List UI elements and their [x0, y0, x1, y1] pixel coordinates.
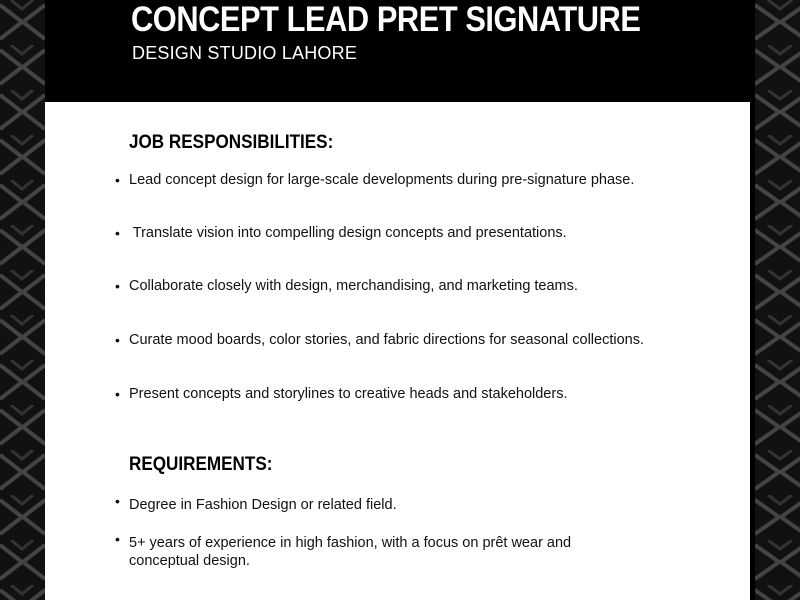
bullet: •: [115, 386, 120, 402]
list-item: [115, 493, 675, 514]
bullet: •: [115, 332, 120, 348]
job-title: CONCEPT LEAD PRET SIGNATURE: [131, 0, 641, 39]
requirement-text: Degree in Fashion Design or related field.: [129, 497, 397, 513]
header: [45, 0, 750, 102]
decorative-pattern-left: [0, 0, 45, 600]
bullet: •: [115, 531, 120, 547]
responsibility-text: Curate mood boards, color stories, and fabric directions for seasonal collections.: [129, 332, 645, 348]
list-item: [115, 331, 675, 349]
bullet: •: [115, 172, 120, 188]
requirement-text: 5+ years of experience in high fashion, with a focus on prêt wear and conceptual design.: [129, 535, 572, 569]
company-subtitle: DESIGN STUDIO LAHORE: [132, 43, 358, 63]
list-item: [115, 385, 675, 403]
responsibility-text: Present concepts and storylines to creative heads and stakeholders.: [129, 386, 568, 402]
requirements-heading: REQUIREMENTS:: [129, 454, 273, 475]
responsibility-text: Translate vision into compelling design concepts and presentations.: [129, 225, 567, 241]
decorative-pattern-right: [755, 0, 800, 600]
list-item: [115, 171, 675, 189]
chevron-pattern-icon: [755, 0, 800, 600]
bullet: •: [115, 278, 120, 294]
list-item: [115, 277, 675, 295]
chevron-pattern-icon: [0, 0, 45, 600]
responsibilities-heading: JOB RESPONSIBILITIES:: [129, 132, 334, 153]
responsibility-text: Lead concept design for large-scale developments during pre-signature phase.: [129, 172, 635, 188]
bullet: •: [115, 225, 120, 241]
list-item: [115, 531, 635, 570]
responsibility-text: Collaborate closely with design, merchandising, and marketing teams.: [129, 278, 578, 294]
content-card: [45, 102, 750, 600]
bullet: •: [115, 493, 120, 509]
list-item: [115, 224, 675, 242]
